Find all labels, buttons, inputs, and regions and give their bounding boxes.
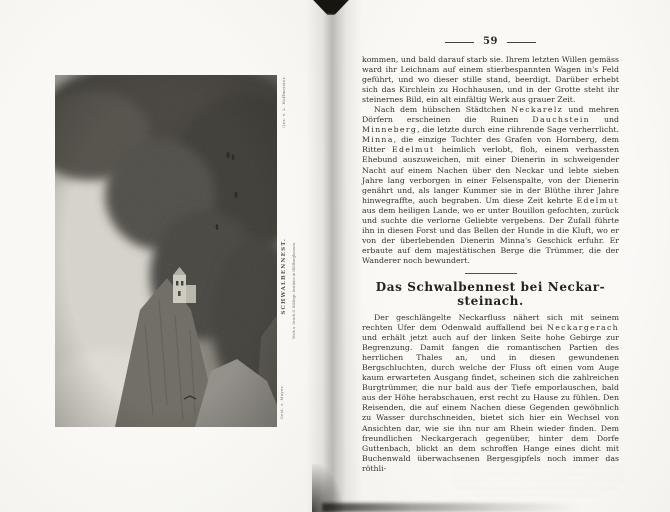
body-paragraph: kommen, und bald darauf starb sie. Ihrem letzten Willen gemäss ward ihr Leichnam auf einem stierbespannten Wagen in's Feld geführt, und wo dieser stille stand, beerdigt. Darüber erhebt sich das Kirchlein zu Hochhausen, und in der Grotte steht ihr steinernes Bild, ein alt einfältig Werk aus grauer Zeit.	[362, 55, 619, 105]
engraving-vignette	[55, 75, 277, 427]
gutter-corner-shadow	[312, 464, 342, 512]
text-block	[362, 55, 619, 474]
header-rule-right	[507, 42, 536, 43]
left-page	[0, 0, 330, 512]
body-paragraph: Der geschlängelte Neckarfluss nähert sich mit seinem rechten Ufer dem Odenwald auffallend bei Neckargerach und erhält jetzt auch auf der linken Seite hohe Gebirge zur Begrenzung. Damit fangen die romantischen Partien des herrlichen Thales an, und in diesen gewundenen Bergschluchten, durch welche der Fluss oft einen vom Auge kaum erwarteten Ausgang findet, scheinen sich die zahlreichen Burgtrümmer, die nur bald aus der Tiefe emporlauschen, bald aus der Höhe herabschauen, erst recht zu Hause zu fühlen. Den Reisenden, die auf einem Nachen diese Gegenden gewöhnlich zu Wasser durchschneiden, bietet sich hier ein Wechsel von Ansichten dar, wie sie ihn nur am Rhein wieder finden. Dem freundlichen Neckargerach gegenüber, hinter dem Dorfe Guttenbach, blickt an dem schroffen Hange eines dicht mit Buchenwald überwachsenen Bergesgipfels noch immer das röthli-	[362, 312, 619, 473]
section-heading-line1: Das Schwalbennest bei Neckar-	[375, 279, 606, 294]
page-number: 59	[483, 36, 498, 47]
engraving-artist-credit: Gez. v. L. Hoffmeister.	[281, 76, 286, 128]
engraving-title: SCHWALBENNEST.	[281, 238, 287, 315]
engraving-engraver-credit: Gest. v. Mayer.	[279, 385, 284, 420]
bottom-edge-shadow	[322, 503, 580, 512]
section-heading	[362, 280, 619, 308]
section-divider	[465, 273, 517, 274]
engraving-image	[55, 75, 277, 427]
page-header	[362, 36, 619, 48]
right-page	[340, 0, 670, 512]
body-paragraph: Nach dem hübschen Städtchen Neckarelz und mehren Dörfern erscheinen die Ruinen Dauchstein und Minneberg, die letzte durch eine rührende Sage verherrlicht. Minna, die einzige Tochter des Grafen von Hornberg, dem Ritter Edelmut heimlich verlobt, floh, einem verhassten Ehebund auszuweichen, mit einer Dienerin in schweigender Nacht auf einem Nachen über den Neckar und lebte sieben Jahre lang verborgen in einer Felsenspalte, von der Dienerin genährt und, als langer Kummer sie in der Blüthe ihrer Jahre hinwegraffte, auch begraben. Um diese Zeit kehrte Edelmut aus dem heiligen Lande, wo er unter Bouillon gefochten, zurück und suchte die verlorne Geliebte vergebens. Der Zufall führte ihn in diesen Forst und das Bellen der Hunde in die Kluft, wo er von der überlebenden Dienerin Minna's Geschick erfuhr. Er erbaute auf dem majestätischen Berge die Trümmer, die der Wanderer noch bewundert.	[362, 105, 620, 265]
section-heading-line2: steinach.	[457, 293, 524, 308]
engraving-plate	[55, 75, 277, 427]
engraving-publisher-credit: Stich u. Druck d. Bibliogr. Instituts in Hildburghausen.	[292, 242, 296, 340]
header-rule-left	[445, 42, 474, 43]
